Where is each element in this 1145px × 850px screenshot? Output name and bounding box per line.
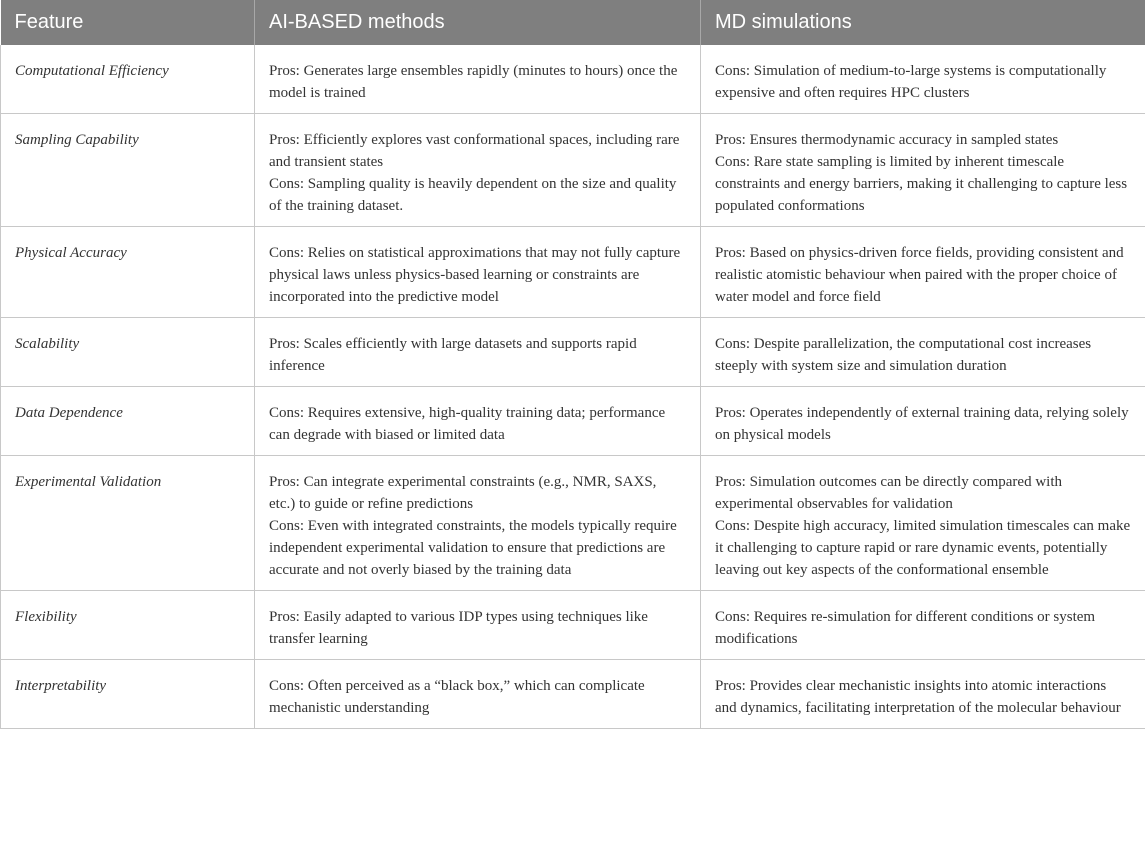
feature-cell: Scalability [1,318,255,387]
md-cell: Pros: Ensures thermodynamic accuracy in sampled states Cons: Rare state sampling is limited by inherent timescale constraints and energy barriers, making it challenging to capture less populated conformations [701,114,1145,227]
table-header [1,0,1145,45]
table-body [1,45,1145,729]
ai-cell: Pros: Scales efficiently with large datasets and supports rapid inference [255,318,701,387]
feature-cell: Interpretability [1,660,255,729]
table-row [1,387,1145,456]
table-row [1,456,1145,591]
table-row [1,227,1145,318]
ai-cell: Cons: Often perceived as a “black box,” which can complicate mechanistic understanding [255,660,701,729]
table-row [1,660,1145,729]
table-row [1,114,1145,227]
feature-cell: Sampling Capability [1,114,255,227]
md-cell: Pros: Operates independently of external training data, relying solely on physical models [701,387,1145,456]
md-cell: Pros: Based on physics-driven force fields, providing consistent and realistic atomistic behaviour when paired with the proper choice of water model and force field [701,227,1145,318]
table-row [1,318,1145,387]
feature-cell: Data Dependence [1,387,255,456]
ai-cell: Cons: Requires extensive, high-quality training data; performance can degrade with biased or limited data [255,387,701,456]
ai-cell: Pros: Easily adapted to various IDP types using techniques like transfer learning [255,591,701,660]
header-md-simulations: MD simulations [701,0,1145,45]
md-cell: Pros: Simulation outcomes can be directly compared with experimental observables for validation Cons: Despite high accuracy, limited simulation timescales can make it challenging to capture rapid or rare dynamic events, potentially leaving out key aspects of the conformational ensemble [701,456,1145,591]
feature-cell: Computational Efficiency [1,45,255,114]
ai-cell: Pros: Can integrate experimental constraints (e.g., NMR, SAXS, etc.) to guide or refine predictions Cons: Even with integrated constraints, the models typically require independent experimental validation to ensure that predictions are accurate and not overly biased by the training data [255,456,701,591]
ai-cell: Cons: Relies on statistical approximations that may not fully capture physical laws unless physics-based learning or constraints are incorporated into the predictive model [255,227,701,318]
md-cell: Cons: Despite parallelization, the computational cost increases steeply with system size and simulation duration [701,318,1145,387]
header-row [1,0,1145,45]
feature-cell: Experimental Validation [1,456,255,591]
table-row [1,45,1145,114]
ai-cell: Pros: Generates large ensembles rapidly (minutes to hours) once the model is trained [255,45,701,114]
md-cell: Pros: Provides clear mechanistic insights into atomic interactions and dynamics, facilitating interpretation of the molecular behaviour [701,660,1145,729]
header-feature: Feature [1,0,255,45]
md-cell: Cons: Simulation of medium-to-large systems is computationally expensive and often requires HPC clusters [701,45,1145,114]
table-row [1,591,1145,660]
feature-cell: Physical Accuracy [1,227,255,318]
md-cell: Cons: Requires re-simulation for different conditions or system modifications [701,591,1145,660]
feature-cell: Flexibility [1,591,255,660]
ai-cell: Pros: Efficiently explores vast conformational spaces, including rare and transient states Cons: Sampling quality is heavily dependent on the size and quality of the training dataset. [255,114,701,227]
header-ai-based-methods: AI-BASED methods [255,0,701,45]
